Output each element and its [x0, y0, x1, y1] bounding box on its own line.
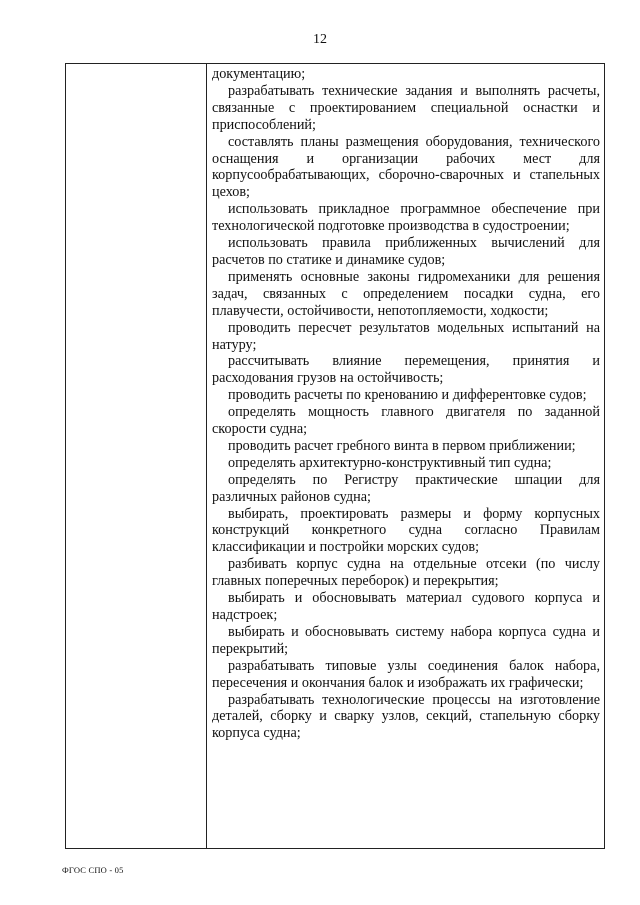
paragraph: выбирать и обосновывать систему набора корпуса судна и перекрытий; — [212, 623, 600, 657]
paragraph: использовать прикладное программное обеспечение при технологической подготовке производства в судостроении; — [212, 201, 600, 235]
paragraph: проводить пересчет результатов модельных испытаний на натуру; — [212, 319, 600, 353]
table-content-cell — [212, 66, 600, 742]
paragraph: разбивать корпус судна на отдельные отсеки (по числу главных поперечных переборок) и перекрытия; — [212, 556, 600, 590]
paragraph: рассчитывать влияние перемещения, принятия и расходования грузов на остойчивость; — [212, 353, 600, 387]
document-footer: ФГОС СПО - 05 — [62, 865, 124, 875]
paragraph: определять архитектурно-конструктивный тип судна; — [228, 454, 552, 471]
paragraph: документацию; — [212, 66, 306, 82]
column-divider — [206, 64, 207, 848]
paragraph: применять основные законы гидромеханики для решения задач, связанных с определением посадки судна, его плавучести, остойчивости, непотопляемости, ходкости; — [212, 268, 600, 319]
paragraph: определять по Регистру практические шпации для различных районов судна; — [212, 471, 600, 505]
paragraph: проводить расчеты по кренованию и дифферентовке судов; — [228, 387, 587, 404]
paragraph: использовать правила приближенных вычислений для расчетов по статике и динамике судов; — [212, 235, 600, 268]
requirements-table — [65, 63, 605, 849]
paragraph: разрабатывать типовые узлы соединения балок набора, пересечения и окончания балок и изображать их графически; — [212, 657, 600, 691]
paragraph: разрабатывать технические задания и выполнять расчеты, связанные с проектированием специальной оснастки и приспособлений; — [212, 82, 600, 133]
paragraph: выбирать и обосновывать материал судового корпуса и надстроек; — [212, 590, 600, 623]
paragraph: выбирать, проектировать размеры и форму корпусных конструкций конкретного судна согласно Правилам классификации и постройки морских судов; — [212, 505, 600, 556]
paragraph: проводить расчет гребного винта в первом приближении; — [228, 437, 576, 454]
page-number: 12 — [313, 32, 327, 47]
paragraph: составлять планы размещения оборудования, технического оснащения и организации рабочих мест для корпусообрабатывающих, сборочно-сварочных и стапельных цехов; — [212, 133, 600, 201]
paragraph: разрабатывать технологические процессы на изготовление деталей, сборку и сварку узлов, секций, стапельную сборку корпуса судна; — [212, 691, 600, 742]
paragraph: определять мощность главного двигателя по заданной скорости судна; — [212, 404, 600, 438]
